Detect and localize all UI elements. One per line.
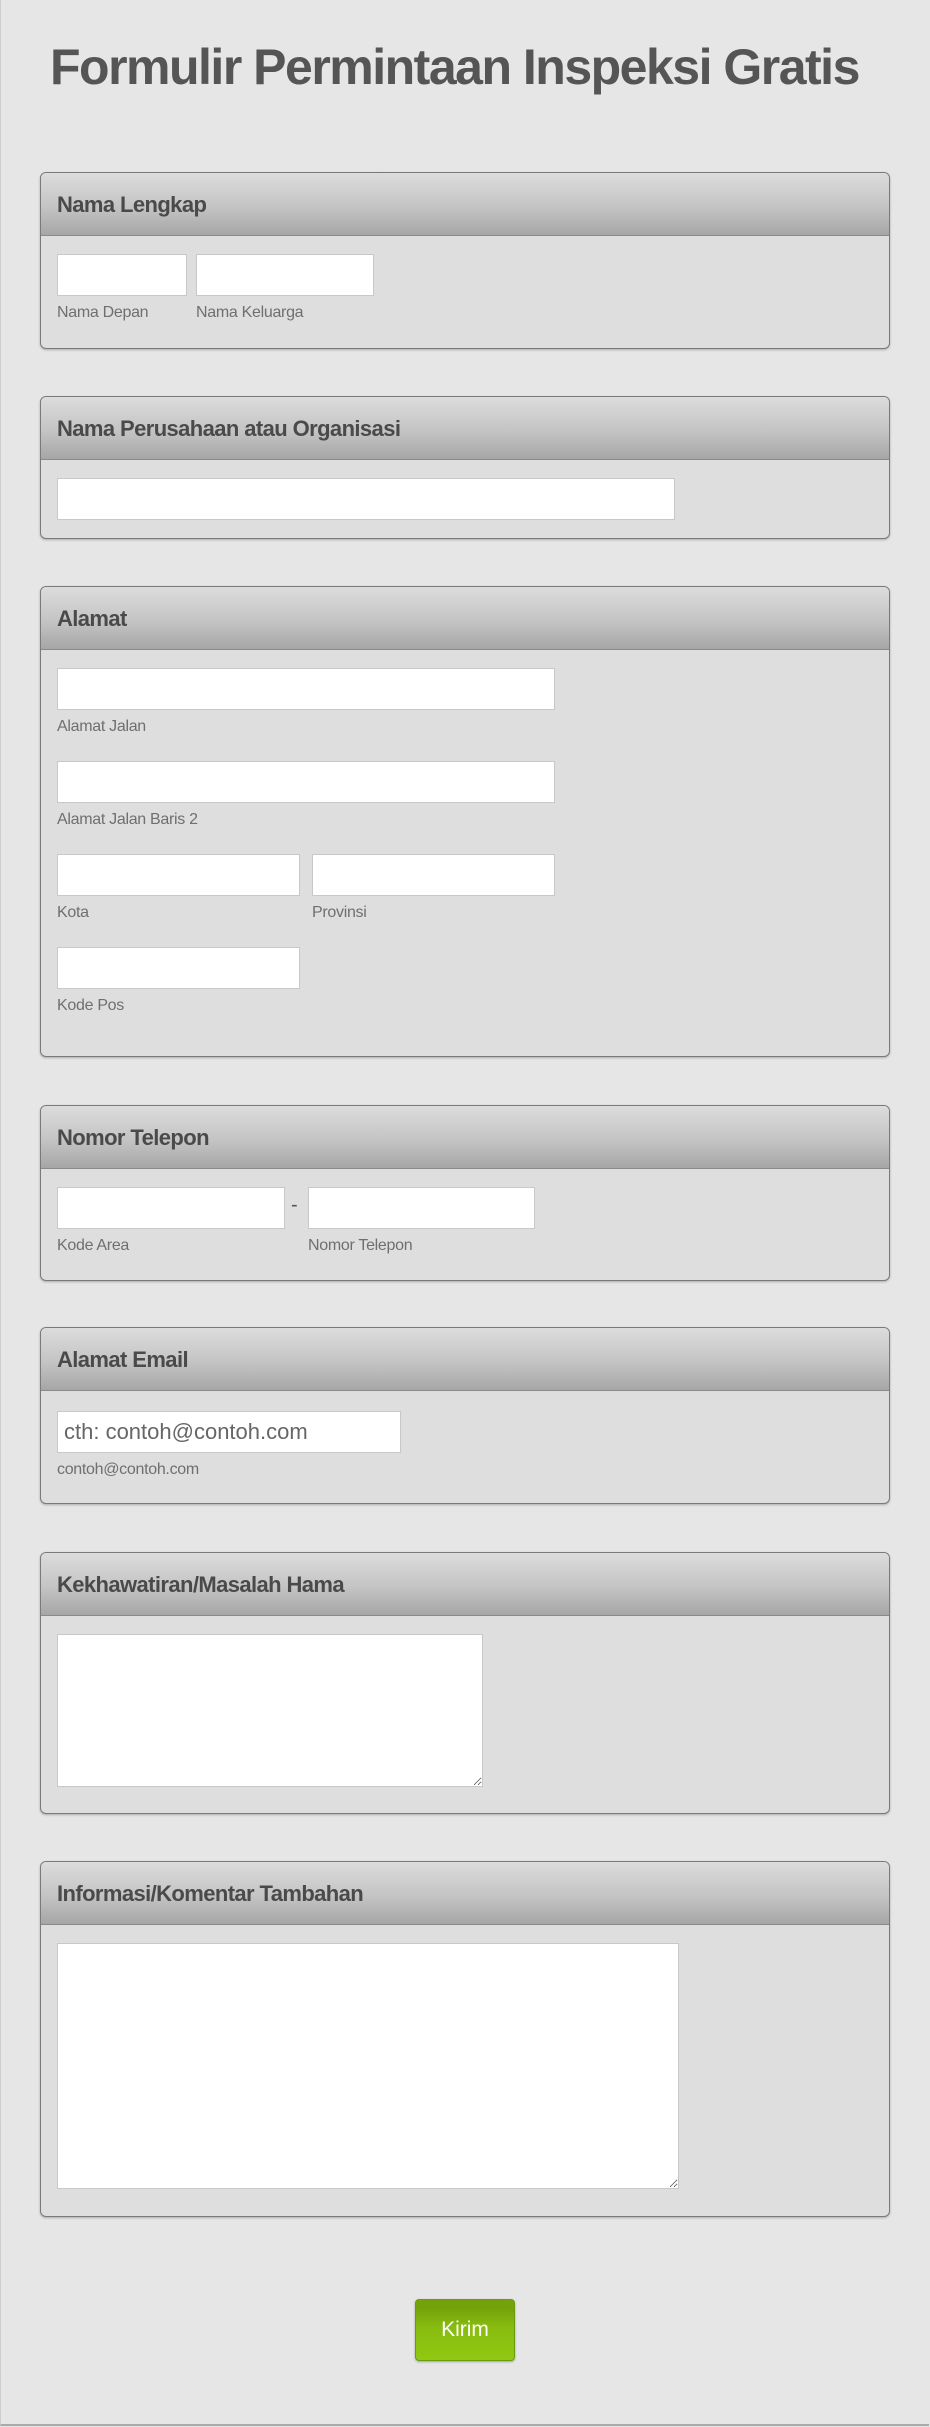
street-input[interactable] [57, 668, 555, 710]
email-input[interactable] [57, 1411, 401, 1453]
section-header: Nomor Telepon [41, 1106, 889, 1169]
city-input[interactable] [57, 854, 300, 896]
last-name-sublabel: Nama Keluarga [196, 304, 304, 321]
submit-button[interactable]: Kirim [415, 2299, 515, 2361]
area-code-input[interactable] [57, 1187, 285, 1229]
last-name-input[interactable] [196, 254, 374, 296]
section-header: Alamat Email [41, 1328, 889, 1391]
phone-number-sublabel: Nomor Telepon [308, 1237, 413, 1254]
street2-input[interactable] [57, 761, 555, 803]
email-sublabel: contoh@contoh.com [57, 1461, 199, 1478]
phone-separator: - [291, 1194, 298, 1216]
street-sublabel: Alamat Jalan [57, 718, 146, 735]
zip-input[interactable] [57, 947, 300, 989]
section-header: Kekhawatiran/Masalah Hama [41, 1553, 889, 1616]
city-sublabel: Kota [57, 904, 89, 921]
pest-concerns-textarea[interactable] [57, 1634, 483, 1787]
first-name-sublabel: Nama Depan [57, 304, 149, 321]
page-title: Formulir Permintaan Inspeksi Gratis [50, 39, 859, 95]
area-code-sublabel: Kode Area [57, 1237, 130, 1254]
street2-sublabel: Alamat Jalan Baris 2 [57, 811, 198, 828]
first-name-input[interactable] [57, 254, 187, 296]
phone-number-input[interactable] [308, 1187, 535, 1229]
section-header: Nama Lengkap [41, 173, 889, 236]
zip-sublabel: Kode Pos [57, 997, 124, 1014]
comments-textarea[interactable] [57, 1943, 679, 2189]
company-input[interactable] [57, 478, 675, 520]
province-sublabel: Provinsi [312, 904, 367, 921]
province-input[interactable] [312, 854, 555, 896]
section-header: Nama Perusahaan atau Organisasi [41, 397, 889, 460]
section-header: Alamat [41, 587, 889, 650]
section-header: Informasi/Komentar Tambahan [41, 1862, 889, 1925]
